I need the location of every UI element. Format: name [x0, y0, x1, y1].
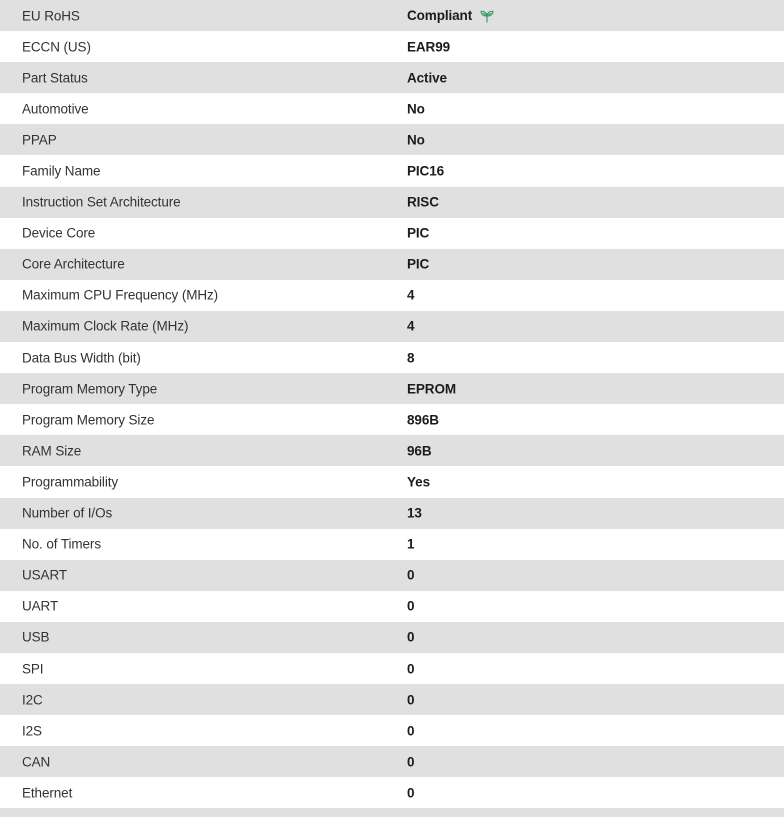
spec-label: UART	[22, 598, 59, 614]
spec-label: PPAP	[22, 132, 57, 148]
spec-value: Compliant	[407, 8, 473, 24]
spec-row	[0, 31, 784, 62]
spec-row	[0, 342, 784, 373]
spec-label: Number of I/Os	[22, 505, 113, 521]
spec-row	[0, 62, 784, 93]
spec-label: Program Memory Type	[22, 381, 158, 397]
spec-row	[0, 746, 784, 777]
spec-value: 4	[407, 287, 415, 303]
spec-value-cell	[407, 70, 447, 85]
spec-row	[0, 218, 784, 249]
spec-row	[0, 93, 784, 124]
spec-label: Automotive	[22, 101, 89, 117]
spec-label: SPI	[22, 661, 44, 677]
spec-row	[0, 373, 784, 404]
spec-row	[0, 529, 784, 560]
spec-label: Maximum CPU Frequency (MHz)	[22, 287, 219, 303]
spec-value-cell	[407, 381, 456, 396]
spec-row	[0, 404, 784, 435]
spec-value-cell	[407, 288, 414, 303]
spec-value: 8	[407, 350, 415, 366]
spec-value-cell	[407, 257, 429, 272]
spec-value: 0	[407, 754, 415, 770]
spec-row	[0, 0, 784, 31]
spec-value: 1	[407, 536, 415, 552]
spec-value-cell	[407, 8, 495, 24]
spec-value: EPROM	[407, 381, 457, 397]
spec-value: Active	[407, 70, 447, 86]
spec-row	[0, 653, 784, 684]
spec-label: Part Status	[22, 70, 88, 86]
spec-label: RAM Size	[22, 443, 82, 459]
spec-row	[0, 280, 784, 311]
spec-value-cell	[407, 661, 414, 676]
spec-value: 13	[407, 505, 422, 521]
spec-label: CAN	[22, 754, 51, 770]
spec-value: Yes	[407, 474, 430, 490]
spec-value: 0	[407, 567, 415, 583]
spec-value: 4	[407, 318, 415, 334]
spec-value-cell	[407, 537, 414, 552]
spec-label: Program Memory Size	[22, 412, 155, 428]
spec-value: No	[407, 132, 425, 148]
spec-value: RISC	[407, 194, 439, 210]
spec-value: PIC	[407, 256, 430, 272]
spec-value: 896B	[407, 412, 439, 428]
spec-value: 96B	[407, 443, 432, 459]
spec-value-cell	[407, 506, 422, 521]
spec-label: Programmability	[22, 474, 119, 490]
spec-value-cell	[407, 754, 414, 769]
spec-value: PIC	[407, 225, 430, 241]
spec-row	[0, 498, 784, 529]
spec-value-cell	[407, 568, 414, 583]
spec-row	[0, 684, 784, 715]
spec-value-cell	[407, 723, 414, 738]
spec-row	[0, 124, 784, 155]
spec-value-cell	[407, 164, 444, 179]
spec-label: Data Bus Width (bit)	[22, 350, 141, 366]
spec-value-cell	[407, 132, 425, 147]
spec-label: I2S	[22, 723, 42, 739]
spec-value-cell	[407, 630, 414, 645]
spec-value-cell	[407, 101, 425, 116]
spec-label: Ethernet	[22, 785, 73, 801]
spec-label: I2C	[22, 692, 43, 708]
spec-label: USART	[22, 567, 68, 583]
spec-row	[0, 311, 784, 342]
spec-value-cell	[407, 350, 414, 365]
rohs-compliant-leaf-icon	[479, 8, 495, 24]
spec-value-cell	[407, 599, 414, 614]
spec-row	[0, 466, 784, 497]
spec-value-cell	[407, 319, 414, 334]
spec-value: No	[407, 101, 425, 117]
spec-row	[0, 622, 784, 653]
spec-value: 0	[407, 598, 415, 614]
spec-row	[0, 591, 784, 622]
spec-row	[0, 187, 784, 218]
spec-row	[0, 715, 784, 746]
spec-label: Family Name	[22, 163, 101, 179]
partial-next-row	[0, 808, 784, 816]
spec-value: 0	[407, 723, 415, 739]
spec-value: PIC16	[407, 163, 445, 179]
spec-value-cell	[407, 226, 429, 241]
spec-value-cell	[407, 39, 450, 54]
spec-value: 0	[407, 629, 415, 645]
spec-label: No. of Timers	[22, 536, 101, 552]
spec-value: 0	[407, 785, 415, 801]
spec-value-cell	[407, 785, 414, 800]
spec-value-cell	[407, 443, 431, 458]
spec-label: USB	[22, 629, 50, 645]
spec-value: 0	[407, 692, 415, 708]
spec-value: EAR99	[407, 39, 451, 55]
spec-value-cell	[407, 412, 439, 427]
spec-label: EU RoHS	[22, 8, 80, 24]
spec-value-cell	[407, 474, 430, 489]
spec-label: ECCN (US)	[22, 39, 91, 55]
spec-row	[0, 155, 784, 186]
spec-row	[0, 249, 784, 280]
spec-label: Maximum Clock Rate (MHz)	[22, 318, 189, 334]
spec-value-cell	[407, 195, 439, 210]
spec-row	[0, 560, 784, 591]
spec-label: Core Architecture	[22, 256, 125, 272]
spec-value-cell	[407, 692, 414, 707]
spec-label: Device Core	[22, 225, 96, 241]
spec-row	[0, 435, 784, 466]
spec-value: 0	[407, 661, 415, 677]
spec-row	[0, 777, 784, 808]
spec-label: Instruction Set Architecture	[22, 194, 181, 210]
